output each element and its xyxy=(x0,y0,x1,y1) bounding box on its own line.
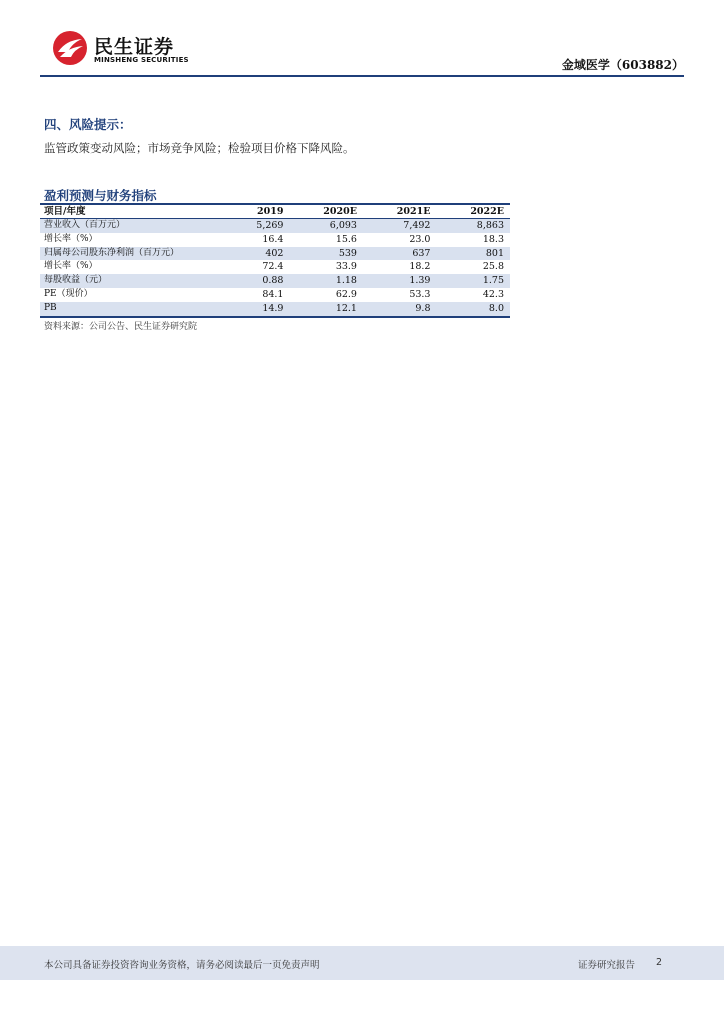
table-cell: 增长率（%） xyxy=(44,233,98,244)
table-header-cell: 2022E xyxy=(436,204,510,219)
table-cell: 增长率（%） xyxy=(44,261,98,272)
table-cell: 6,093 xyxy=(289,219,363,233)
table-cell: 9.8 xyxy=(363,302,437,317)
table-header-cell: 2021E xyxy=(363,204,437,219)
page-number: 2 xyxy=(656,957,663,968)
table-cell: 18.2 xyxy=(409,261,431,273)
table-cell: PB xyxy=(40,302,228,317)
table-row xyxy=(40,274,510,288)
table-cell: 801 xyxy=(436,247,510,261)
table-source-note: 资料来源：公司公告、民生证券研究院 xyxy=(44,322,198,332)
footer-disclaimer: 本公司具备证券投资咨询业务资格，请务必阅读最后一页免责声明 xyxy=(44,960,320,971)
footer-report-type: 证券研究报告 xyxy=(578,960,636,971)
table-cell: 84.1 xyxy=(262,288,284,300)
table-cell: PE（现价） xyxy=(44,288,93,299)
table-header-cell: 2019 xyxy=(228,204,289,219)
table-cell: 1.39 xyxy=(363,274,437,288)
table-row xyxy=(40,302,510,317)
table-cell: 5,269 xyxy=(228,219,289,233)
table-header-row xyxy=(40,204,510,219)
logo-english-name: MINSHENG SECURITIES xyxy=(94,56,189,64)
table-cell: 42.3 xyxy=(482,288,504,300)
table-cell: 53.3 xyxy=(409,288,431,300)
logo-chinese-name: 民生证券 xyxy=(94,36,175,58)
page-header xyxy=(0,0,724,78)
table-cell: 25.8 xyxy=(482,261,504,273)
financial-forecast-table xyxy=(40,203,510,318)
table-cell: 营业收入（百万元） xyxy=(40,219,228,233)
table-cell: 14.9 xyxy=(228,302,289,317)
table-header-cell: 2020E xyxy=(289,204,363,219)
table-cell: 637 xyxy=(363,247,437,261)
risk-section-title: 四、风险提示： xyxy=(44,117,132,132)
table-cell: 23.0 xyxy=(409,233,431,245)
table-cell: 72.4 xyxy=(262,261,284,273)
table-cell: 62.9 xyxy=(335,288,357,300)
company-ticker: 金域医学（603882） xyxy=(561,58,684,72)
table-cell: 402 xyxy=(228,247,289,261)
table-row xyxy=(40,288,510,302)
table-cell: 18.3 xyxy=(482,233,504,245)
table-cell: 7,492 xyxy=(363,219,437,233)
table-header-cell: 项目/年度 xyxy=(40,204,228,219)
company-logo xyxy=(52,30,192,70)
table-cell: 0.88 xyxy=(228,274,289,288)
table-cell: 1.18 xyxy=(289,274,363,288)
table-row xyxy=(40,219,510,233)
table-cell: 每股收益（元） xyxy=(40,274,228,288)
table-cell: 33.9 xyxy=(335,261,357,273)
table-cell: 1.75 xyxy=(436,274,510,288)
table-cell: 8.0 xyxy=(436,302,510,317)
table-row xyxy=(40,233,510,247)
table-cell: 归属母公司股东净利润（百万元） xyxy=(40,247,228,261)
table-row xyxy=(40,247,510,261)
risk-text: 监管政策变动风险；市场竞争风险；检验项目价格下降风险。 xyxy=(44,141,355,155)
page-footer xyxy=(0,946,724,980)
table-cell: 15.6 xyxy=(335,233,357,245)
header-divider xyxy=(40,75,684,77)
table-cell: 12.1 xyxy=(289,302,363,317)
minsheng-logo-icon xyxy=(52,30,88,66)
table-row xyxy=(40,260,510,274)
table-title: 盈利预测与财务指标 xyxy=(44,188,157,203)
table-cell: 8,863 xyxy=(436,219,510,233)
table-cell: 16.4 xyxy=(262,233,284,245)
table-cell: 539 xyxy=(289,247,363,261)
